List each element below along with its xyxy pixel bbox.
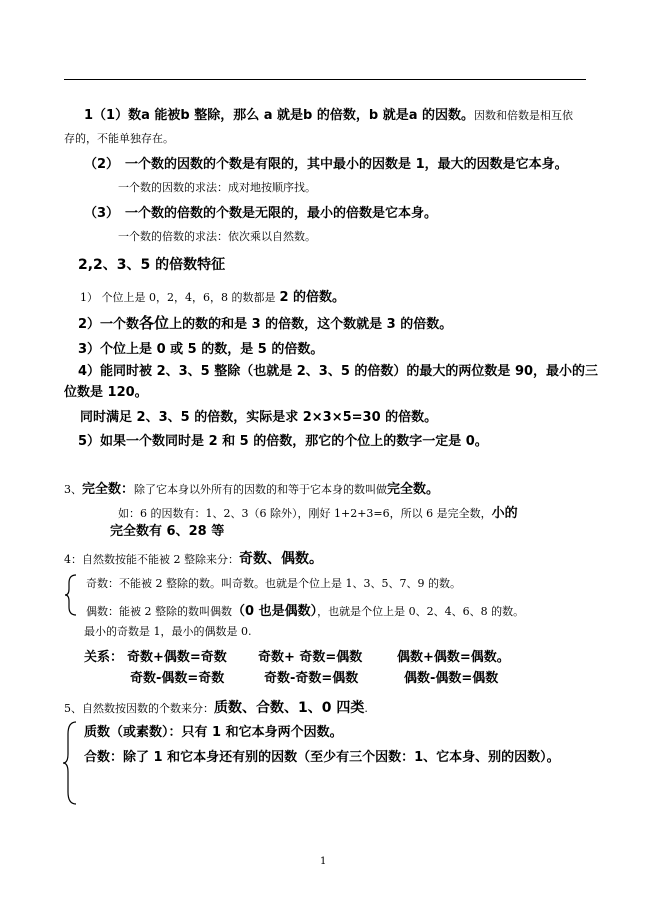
- relation-3: 偶数+偶数=偶数。: [397, 650, 510, 665]
- point-3: 3）个位上是 0 或 5 的数，是 5 的倍数。: [78, 342, 324, 357]
- relation-2: 奇数+ 奇数=偶数: [258, 650, 363, 665]
- line-3-sub: 一个数的倍数的求法：依次乘以自然数。: [118, 230, 316, 243]
- relation-1: 奇数+偶数=奇数: [127, 650, 227, 665]
- odd-definition: 奇数：不能被 2 整除的数。叫奇数。也就是个位上是 1、3、5、7、9 的数。: [86, 577, 461, 590]
- section-3-example: 如：6 的因数有：1、2、3（6 除外），刚好 1+2+3=6，所以 6 是完全数，小的: [118, 506, 518, 521]
- relation-label: 关系：: [84, 650, 124, 665]
- line-1-cont: 存的，不能单独存在。: [64, 132, 174, 145]
- relation-6: 偶数-偶数=偶数: [404, 671, 499, 686]
- min-odd-even: 最小的奇数是 1，最小的偶数是 0.: [84, 625, 252, 638]
- relation-5: 奇数-奇数=偶数: [264, 671, 359, 686]
- section-3-example-cont: 完全数有 6、28 等: [110, 524, 225, 539]
- point-1: 1） 个位上是 0，2，4，6，8 的数都是 2 的倍数。: [80, 290, 346, 305]
- line-2: （2） 一个数的因数的个数是有限的，其中最小的因数是 1，最大的因数是它本身。: [84, 157, 568, 172]
- point-4-note: 同时满足 2、3、5 的倍数，实际是求 2×3×5=30 的倍数。: [80, 410, 438, 425]
- even-definition: 偶数：能被 2 整除的数叫偶数（0 也是偶数），也就是个位上是 0、2、4、6、8 的数。: [86, 604, 525, 619]
- line-3: （3） 一个数的倍数的个数是无限的，最小的倍数是它本身。: [84, 206, 438, 221]
- point-4-cont: 位数是 120。: [64, 385, 148, 400]
- section-3-perfect-number: 3、完全数：除了它本身以外所有的因数的和等于它本身的数叫做完全数。: [64, 482, 440, 497]
- relation-4: 奇数-偶数=奇数: [130, 671, 225, 686]
- section-4-odd-even: 4：自然数按能不能被 2 整除来分：奇数、偶数。: [64, 551, 323, 567]
- header-rule: [64, 79, 586, 80]
- prime-definition: 质数（或素数）：只有 1 和它本身两个因数。: [84, 725, 343, 740]
- point-2: 2）一个数各位上的数的和是 3 的倍数，这个数就是 3 的倍数。: [78, 314, 453, 332]
- line-2-sub: 一个数的因数的求法：成对地按顺序找。: [118, 181, 316, 194]
- left-brace-icon: [64, 573, 78, 617]
- line-1: 1（1）数a 能被b 整除，那么 a 就是b 的倍数，b 就是a 的因数。因数和倍数是相互依: [84, 108, 574, 123]
- section-5-classification: 5、自然数按因数的个数来分：质数、合数、1、0 四类.: [64, 700, 368, 716]
- section-2-heading: 2,2、3、5 的倍数特征: [78, 257, 226, 273]
- page-number: 1: [320, 856, 327, 867]
- point-5: 5）如果一个数同时是 2 和 5 的倍数，那它的个位上的数字一定是 0。: [78, 434, 488, 449]
- point-4: 4）能同时被 2、3、5 整除（也就是 2、3、5 的倍数）的最大的两位数是 90，最小的三: [78, 364, 599, 379]
- left-brace-icon: [62, 720, 78, 806]
- composite-definition: 合数：除了 1 和它本身还有别的因数（至少有三个因数：1、它本身、别的因数）。: [84, 750, 560, 765]
